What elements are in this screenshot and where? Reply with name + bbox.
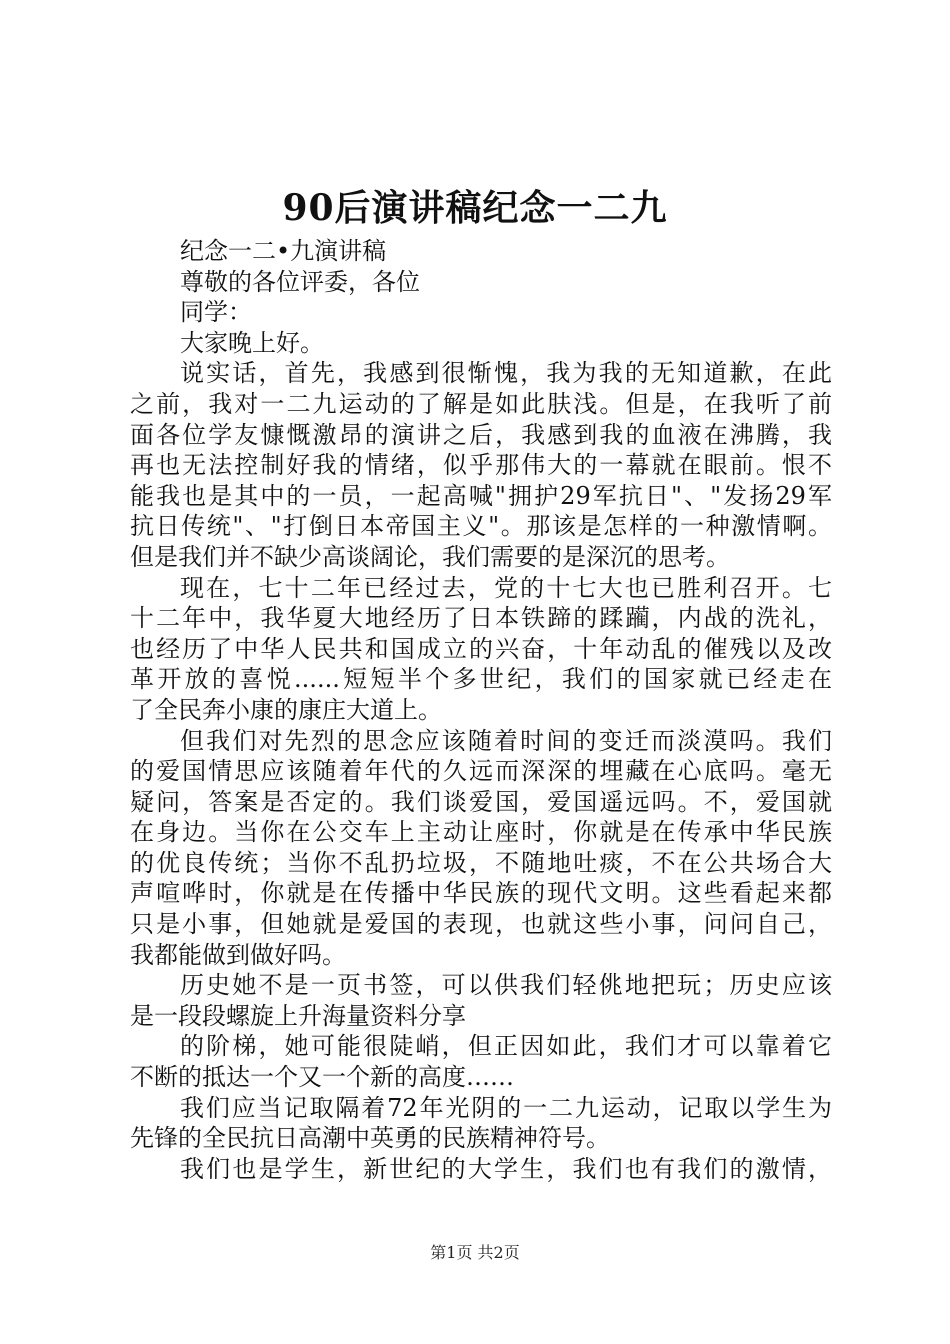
body-line: 是一段段螺旋上升海量资料分享	[130, 1001, 466, 1030]
body-line: 不断的抵达一个又一个新的高度……	[130, 1063, 514, 1092]
body-line: 的爱国情思应该随着年代的久远而深深的埋藏在心底吗。毫无	[130, 757, 832, 786]
body-line: 我们也是学生，新世纪的大学生，我们也有我们的激情，	[180, 1154, 832, 1183]
body-line: 革开放的喜悦......短短半个多世纪，我们的国家就已经走在	[130, 665, 832, 694]
document-title: 90后演讲稿纪念一二九	[282, 187, 668, 229]
body-line: 的优良传统；当你不乱扔垃圾，不随地吐痰，不在公共场合大	[130, 848, 832, 877]
body-line: 声喧哗时，你就是在传播中华民族的现代文明。这些看起来都	[130, 879, 832, 908]
body-line: 的阶梯，她可能很陡峭，但正因如此，我们才可以靠着它	[180, 1032, 832, 1061]
body-line: 尊敬的各位评委，各位	[180, 267, 420, 296]
body-line: 大家晚上好。	[180, 328, 324, 357]
body-line: 同学：	[180, 298, 252, 327]
body-line: 纪念一二•九演讲稿	[180, 237, 387, 265]
document-body	[130, 236, 832, 1184]
body-line: 面各位学友慷慨激昂的演讲之后，我感到我的血液在沸腾，我	[130, 420, 832, 449]
body-line: 十二年中，我华夏大地经历了日本铁蹄的蹂躏，内战的洗礼，	[130, 604, 832, 633]
body-line: 能我也是其中的一员，一起高喊"拥护29军抗日"、"发扬29军	[130, 481, 832, 510]
body-line: 再也无法控制好我的情绪，似乎那伟大的一幕就在眼前。恨不	[130, 451, 832, 480]
body-line: 只是小事，但她就是爱国的表现，也就这些小事，问问自己，	[130, 910, 832, 939]
body-line: 疑问，答案是否定的。我们谈爱国，爱国遥远吗。不，爱国就	[130, 787, 832, 816]
body-line: 也经历了中华人民共和国成立的兴奋，十年动乱的催残以及改	[130, 634, 832, 663]
body-line: 我们应当记取隔着72年光阴的一二九运动，记取以学生为	[180, 1093, 832, 1122]
body-line: 了全民奔小康的康庄大道上。	[130, 695, 442, 724]
body-line: 先锋的全民抗日高潮中英勇的民族精神符号。	[130, 1124, 610, 1153]
body-line: 说实话，首先，我感到很惭愧，我为我的无知道歉，在此	[180, 359, 832, 388]
body-line: 历史她不是一页书签，可以供我们轻佻地把玩；历史应该	[180, 971, 832, 1000]
body-line: 之前，我对一二九运动的了解是如此肤浅。但是，在我听了前	[130, 389, 832, 418]
body-line: 抗日传统"、"打倒日本帝国主义"。那该是怎样的一种激情啊。	[130, 512, 832, 541]
body-line: 在身边。当你在公交车上主动让座时，你就是在传承中华民族	[130, 818, 832, 847]
body-line: 现在，七十二年已经过去，党的十七大也已胜利召开。七	[180, 573, 832, 602]
body-line: 但我们对先烈的思念应该随着时间的变迁而淡漠吗。我们	[180, 726, 832, 755]
page-number-footer: 第1页 共2页	[430, 1243, 520, 1262]
body-line: 我都能做到做好吗。	[130, 940, 346, 969]
body-line: 但是我们并不缺少高谈阔论，我们需要的是深沉的思考。	[130, 542, 730, 571]
